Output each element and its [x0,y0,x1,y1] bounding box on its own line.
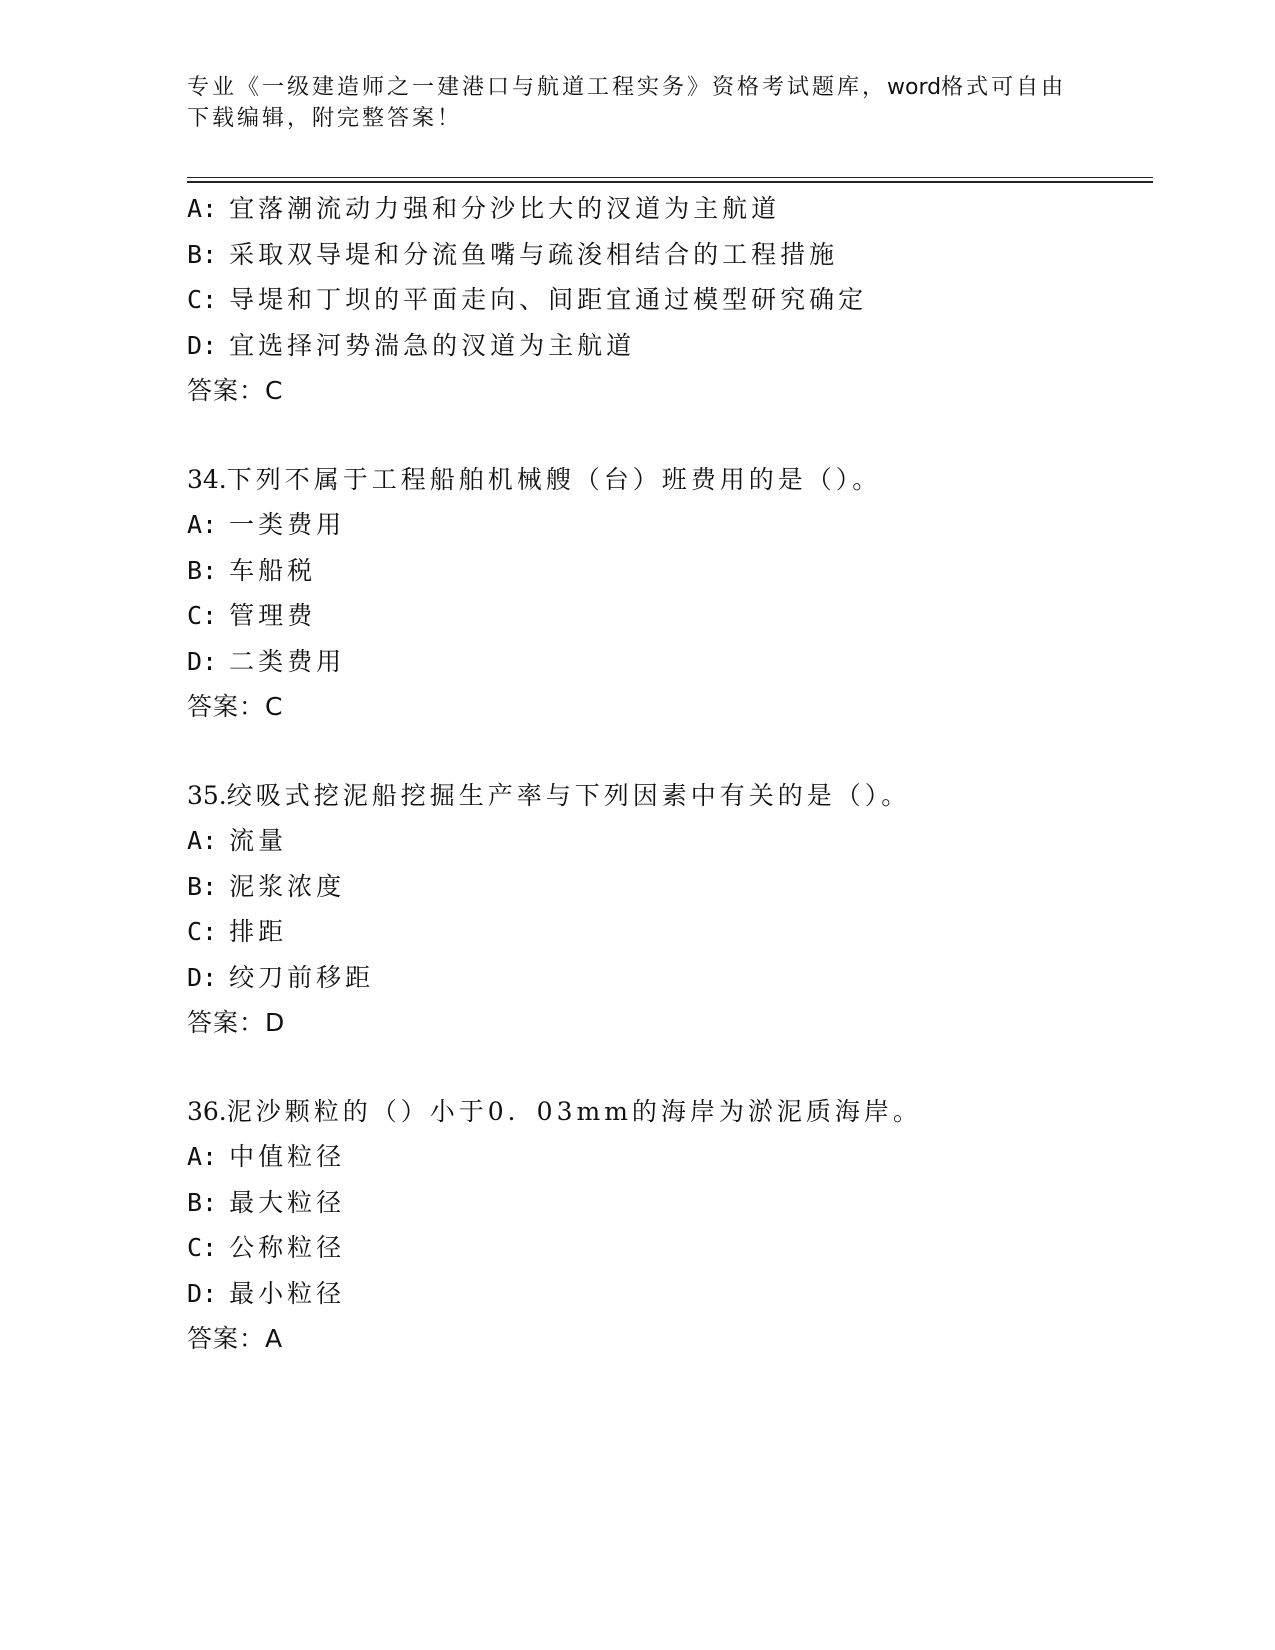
option-d [187,323,1147,369]
document-header [187,72,1067,134]
answer-line: 答案：A [187,1324,284,1353]
option-text: 管理费 [229,601,317,630]
header-word-format: word [887,75,942,100]
question-stem [187,457,1147,503]
option-d [187,955,1147,1001]
header-divider-thin [187,177,1153,178]
option-text: 车船税 [229,555,317,585]
question-stem [187,1089,1147,1135]
header-line-2: 下载编辑，附完整答案！ [187,106,463,131]
option-label: D: [187,646,218,676]
option-text: 二类费用 [229,646,346,676]
option-text: 排距 [229,917,288,946]
option-text: 最大粒径 [229,1187,346,1217]
option-label: C: [187,917,218,946]
option-c [187,1225,1147,1271]
header-title-suffix: 格式可自由 [941,75,1067,100]
header-title-prefix: 专业《一级建造师之一建港口与航道工程实务》资格考试题库， [187,75,888,100]
option-label: B: [187,871,218,901]
answer-line: 答案：C [187,692,284,721]
answer-line: 答案：D [187,1008,286,1037]
option-c [187,277,1147,323]
option-label: B: [187,1187,218,1217]
question-number: 36. [187,1096,227,1126]
option-text: 采取双导堤和分流鱼嘴与疏浚相结合的工程措施 [229,239,839,269]
option-a [187,502,1147,548]
option-a [187,186,1147,232]
question-list [187,186,1147,1362]
option-label: B: [187,555,218,585]
option-b [187,864,1147,910]
option-text: 中值粒径 [229,1142,346,1171]
option-b [187,1180,1147,1226]
option-label: A: [187,1142,218,1171]
question-36 [187,1089,1147,1362]
option-label: C: [187,1233,218,1262]
option-d [187,639,1147,685]
option-text: 绞刀前移距 [229,962,375,992]
option-b [187,232,1147,278]
option-label: A: [187,510,218,539]
option-text: 一类费用 [229,510,346,539]
question-text: 下列不属于工程船舶机械艘（台）班费用的是（）。 [226,464,882,494]
option-text: 宜选择河势湍急的汊道为主航道 [229,330,636,360]
question-number: 34. [187,464,227,494]
option-d [187,1271,1147,1317]
option-label: D: [187,1278,218,1308]
option-label: B: [187,239,218,269]
option-c [187,909,1147,955]
question-33 [187,186,1147,414]
option-label: A: [187,194,218,223]
option-text: 最小粒径 [229,1278,346,1308]
option-text: 导堤和丁坝的平面走向、间距宜通过模型研究确定 [229,285,868,314]
question-text: 绞吸式挖泥船挖掘生产率与下列因素中有关的是（）。 [226,780,911,810]
option-a [187,1134,1147,1180]
question-34 [187,457,1147,730]
spacer [187,414,1147,457]
question-text: 泥沙颗粒的（）小于0．03mm的海岸为淤泥质海岸。 [226,1096,922,1126]
option-text: 流量 [229,826,288,855]
option-label: C: [187,601,218,630]
header-divider-thick [187,181,1153,183]
option-text: 公称粒径 [229,1233,346,1262]
option-b [187,548,1147,594]
option-a [187,818,1147,864]
question-35 [187,773,1147,1046]
option-label: D: [187,330,218,360]
option-label: C: [187,285,218,314]
option-label: D: [187,962,218,992]
question-stem [187,773,1147,819]
option-text: 宜落潮流动力强和分沙比大的汊道为主航道 [229,194,781,223]
option-text: 泥浆浓度 [229,871,346,901]
spacer [187,1046,1147,1089]
question-number: 35. [187,780,227,810]
option-c [187,593,1147,639]
spacer [187,730,1147,773]
answer-line: 答案：C [187,376,284,405]
header-line-1 [187,72,1067,103]
option-label: A: [187,826,218,855]
